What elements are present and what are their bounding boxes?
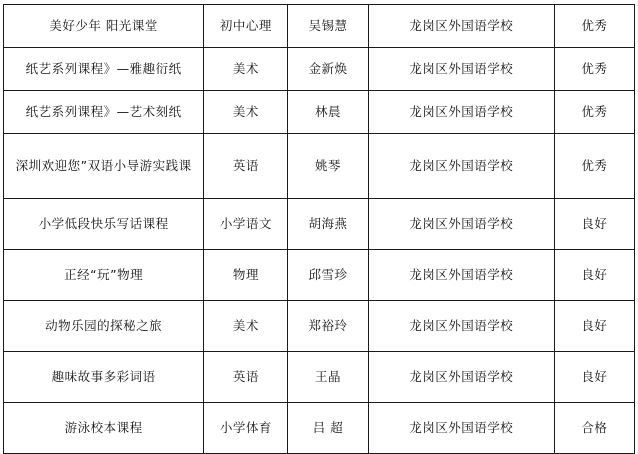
- cell-subject: 初中心理: [204, 5, 288, 48]
- cell-course-name: 小学低段快乐写话课程: [4, 199, 204, 250]
- cell-school: 龙岗区外国语学校: [368, 199, 554, 250]
- cell-school: 龙岗区外国语学校: [368, 48, 554, 91]
- table-row: [4, 250, 635, 301]
- cell-course-name: 正经“玩”物理: [4, 250, 204, 301]
- cell-school: 龙岗区外国语学校: [368, 403, 554, 454]
- document-page: [0, 4, 638, 433]
- cell-teacher: 姚琴: [288, 134, 368, 199]
- cell-subject: 小学体育: [204, 403, 288, 454]
- cell-grade: 合格: [554, 403, 634, 454]
- table-row: [4, 403, 635, 454]
- cell-teacher: 吴锡慧: [288, 5, 368, 48]
- cell-teacher: 胡海燕: [288, 199, 368, 250]
- cell-grade: 良好: [554, 301, 634, 352]
- cell-subject: 小学语文: [204, 199, 288, 250]
- cell-school: 龙岗区外国语学校: [368, 250, 554, 301]
- cell-subject: 美术: [204, 48, 288, 91]
- cell-course-name: 纸艺系列课程》—艺术刻纸: [4, 91, 204, 134]
- course-table: [3, 4, 635, 454]
- cell-grade: 良好: [554, 352, 634, 403]
- cell-teacher: 吕 超: [288, 403, 368, 454]
- cell-course-name: 游泳校本课程: [4, 403, 204, 454]
- cell-subject: 物理: [204, 250, 288, 301]
- cell-school: 龙岗区外国语学校: [368, 352, 554, 403]
- cell-subject: 美术: [204, 301, 288, 352]
- cell-grade: 良好: [554, 199, 634, 250]
- cell-subject: 英语: [204, 134, 288, 199]
- cell-grade: 优秀: [554, 5, 634, 48]
- table-row: [4, 301, 635, 352]
- cell-course-name: 纸艺系列课程》—雅趣衍纸: [4, 48, 204, 91]
- cell-teacher: 邱雪珍: [288, 250, 368, 301]
- table-row: [4, 134, 635, 199]
- cell-school: 龙岗区外国语学校: [368, 5, 554, 48]
- cell-teacher: 金新焕: [288, 48, 368, 91]
- cell-course-name: 美好少年 阳光课堂: [4, 5, 204, 48]
- cell-school: 龙岗区外国语学校: [368, 134, 554, 199]
- table-row: [4, 199, 635, 250]
- cell-course-name: 深圳欢迎您”双语小导游实践课: [4, 134, 204, 199]
- cell-teacher: 林晨: [288, 91, 368, 134]
- table-row: [4, 5, 635, 48]
- cell-school: 龙岗区外国语学校: [368, 301, 554, 352]
- table-row: [4, 91, 635, 134]
- cell-grade: 良好: [554, 250, 634, 301]
- cell-course-name: 趣味故事多彩词语: [4, 352, 204, 403]
- cell-grade: 优秀: [554, 134, 634, 199]
- table-body: [4, 5, 635, 454]
- cell-course-name: 动物乐园的探秘之旅: [4, 301, 204, 352]
- cell-subject: 美术: [204, 91, 288, 134]
- cell-grade: 优秀: [554, 48, 634, 91]
- cell-teacher: 郑裕玲: [288, 301, 368, 352]
- cell-teacher: 王晶: [288, 352, 368, 403]
- cell-school: 龙岗区外国语学校: [368, 91, 554, 134]
- table-row: [4, 48, 635, 91]
- table-row: [4, 352, 635, 403]
- cell-grade: 优秀: [554, 91, 634, 134]
- cell-subject: 英语: [204, 352, 288, 403]
